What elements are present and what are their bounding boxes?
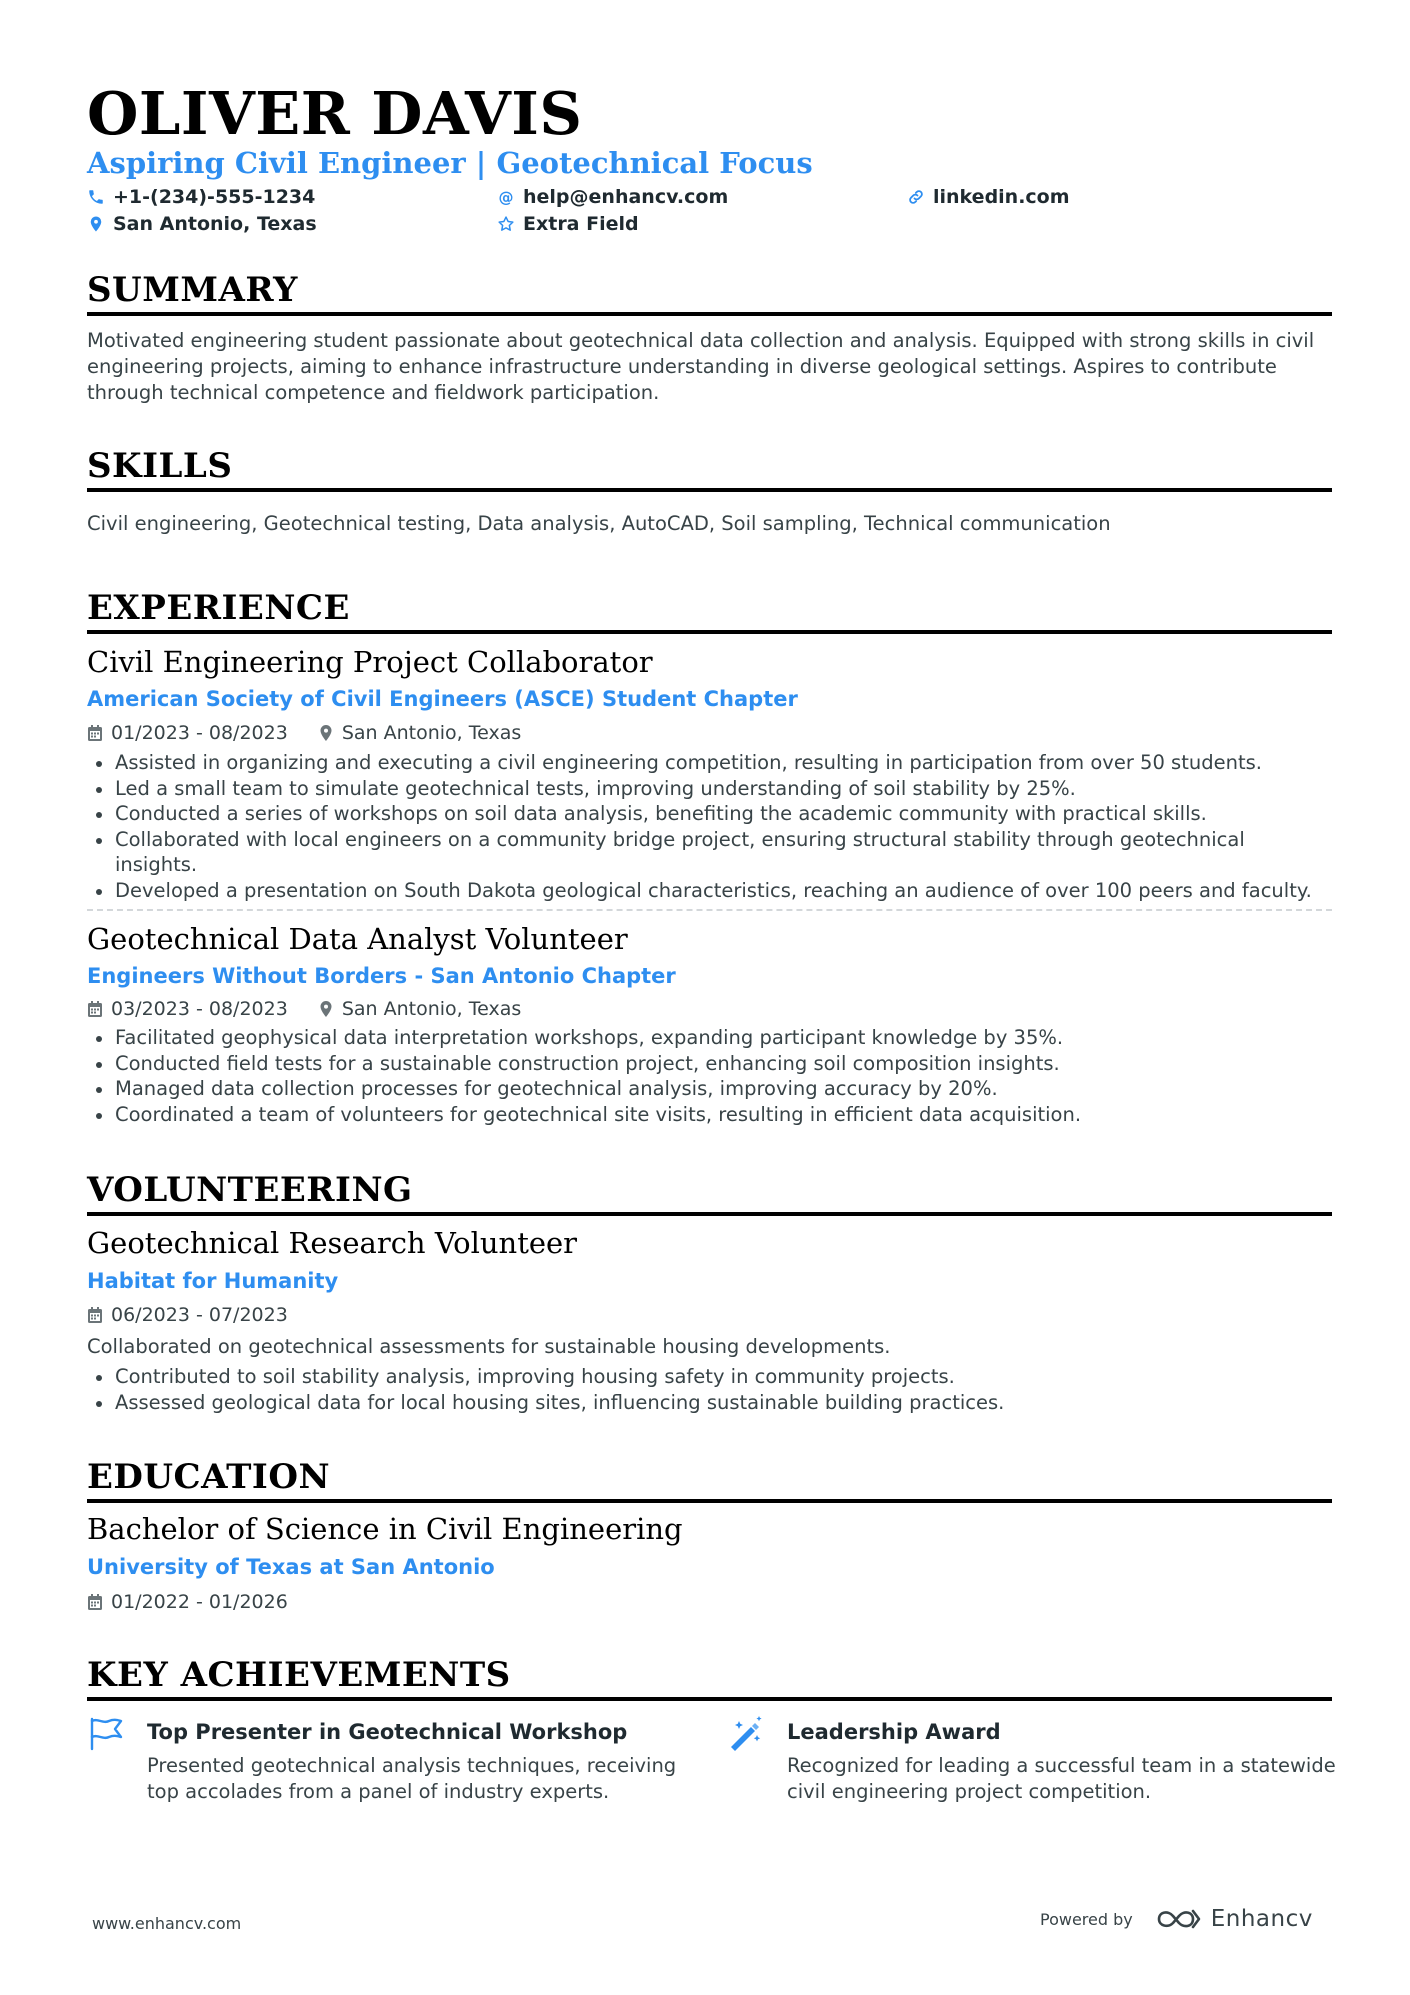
list-item: Managed data collection processes for geotechnical analysis, improving accuracy by 20%. (87, 1076, 1332, 1102)
list-item: Assisted in organizing and executing a civil engineering competition, resulting in participation from over 50 students. (87, 750, 1332, 776)
list-item: Facilitated geophysical data interpretation workshops, expanding participant knowledge by 35%. (87, 1025, 1332, 1051)
extra-text: Extra Field (523, 213, 639, 235)
calendar-icon (87, 1000, 103, 1018)
calendar-icon (87, 1593, 103, 1611)
phone-text: +1-(234)-555-1234 (113, 186, 316, 208)
education-degree: Bachelor of Science in Civil Engineering (87, 1512, 683, 1546)
education-divider (87, 1499, 1332, 1503)
achievement-2-title: Leadership Award (787, 1720, 1001, 1744)
experience-1-location-text: San Antonio, Texas (341, 722, 522, 744)
location-pin-icon (318, 1000, 334, 1018)
achievement-1-description: Presented geotechnical analysis techniques, receiving top accolades from a panel of industry experts. (147, 1754, 677, 1803)
star-icon (497, 215, 515, 233)
contact-phone (87, 184, 315, 210)
achievement-2-description: Recognized for leading a successful team in a statewide civil engineering project competition. (787, 1754, 1336, 1803)
headline: Aspiring Civil Engineer | Geotechnical Focus (87, 146, 813, 180)
experience-2-bullets (87, 1025, 1332, 1127)
experience-2-location-text: San Antonio, Texas (341, 998, 522, 1020)
summary-divider (87, 312, 1332, 316)
experience-2-meta (87, 996, 551, 1022)
list-item: Led a small team to simulate geotechnical tests, improving understanding of soil stability by 25%. (87, 776, 1332, 802)
experience-2-dates-text: 03/2023 - 08/2023 (111, 998, 288, 1020)
experience-separator (87, 909, 1332, 911)
summary-heading: SUMMARY (87, 270, 298, 310)
linkedin-text: linkedin.com (933, 186, 1070, 208)
magic-wand-icon (727, 1715, 765, 1753)
list-item: Developed a presentation on South Dakota geological characteristics, reaching an audience of over 100 peers and faculty. (87, 878, 1332, 904)
experience-1-dates-text: 01/2023 - 08/2023 (111, 722, 288, 744)
powered-by-text: Powered by (1040, 1909, 1133, 1929)
footer-website[interactable]: www.enhancv.com (92, 1914, 242, 1933)
volunteering-role: Geotechnical Research Volunteer (87, 1226, 578, 1260)
location-text: San Antonio, Texas (113, 213, 317, 235)
volunteering-bullets (87, 1364, 1332, 1415)
list-item: Coordinated a team of volunteers for geotechnical site visits, resulting in efficient data acquisition. (87, 1102, 1332, 1128)
list-item: Contributed to soil stability analysis, improving housing safety in community projects. (87, 1364, 1332, 1390)
experience-1-dates (87, 720, 288, 746)
experience-1-bullets (87, 750, 1332, 903)
volunteering-dates-text: 06/2023 - 07/2023 (111, 1304, 288, 1326)
volunteering-heading: VOLUNTEERING (87, 1170, 413, 1210)
flag-icon (87, 1715, 125, 1753)
skills-heading: SKILLS (87, 446, 233, 486)
volunteering-org: Habitat for Humanity (87, 1269, 339, 1293)
contact-location (87, 211, 317, 237)
experience-1-meta (87, 720, 551, 746)
phone-icon (87, 188, 105, 206)
list-item: Conducted a series of workshops on soil data analysis, benefiting the academic community with practical skills. (87, 801, 1332, 827)
volunteering-divider (87, 1212, 1332, 1216)
footer-branding (1040, 1906, 1313, 1932)
skills-text: Civil engineering, Geotechnical testing, Data analysis, AutoCAD, Soil sampling, Technical communication (87, 512, 1111, 535)
enhancv-logo-icon (1155, 1906, 1203, 1932)
volunteering-dates (87, 1302, 288, 1328)
achievements-heading: KEY ACHIEVEMENTS (87, 1655, 511, 1695)
calendar-icon (87, 1306, 103, 1324)
location-pin-icon (87, 215, 105, 233)
achievement-1-title: Top Presenter in Geotechnical Workshop (147, 1720, 628, 1744)
brand-name: Enhancv (1210, 1906, 1313, 1932)
volunteering-meta (87, 1302, 318, 1328)
email-text: help@enhancv.com (523, 186, 729, 208)
education-meta (87, 1589, 318, 1615)
experience-2-dates (87, 996, 288, 1022)
location-pin-icon (318, 724, 334, 742)
at-icon (497, 188, 515, 206)
contact-extra (497, 211, 639, 237)
experience-2-role: Geotechnical Data Analyst Volunteer (87, 922, 628, 956)
contact-email[interactable] (497, 184, 728, 210)
experience-1-org: American Society of Civil Engineers (ASCE) Student Chapter (87, 687, 798, 711)
svg-text:@: @ (498, 188, 514, 206)
skills-divider (87, 488, 1332, 492)
experience-divider (87, 630, 1332, 634)
experience-1-location (318, 720, 521, 746)
contact-linkedin[interactable] (907, 184, 1070, 210)
list-item: Assessed geological data for local housing sites, influencing sustainable building practices. (87, 1390, 1332, 1416)
link-icon (907, 188, 925, 206)
experience-heading: EXPERIENCE (87, 588, 350, 628)
summary-text: Motivated engineering student passionate about geotechnical data collection and analysis. Equipped with strong skills in civil engineering projects, aiming to enhance infrastructure understanding in diverse geological settings. Aspires to contribute through technical competence and fieldwork participation. (87, 329, 1315, 404)
volunteering-description: Collaborated on geotechnical assessments for sustainable housing developments. (87, 1335, 891, 1358)
list-item: Conducted field tests for a sustainable construction project, enhancing soil composition insights. (87, 1051, 1332, 1077)
experience-1-role: Civil Engineering Project Collaborator (87, 645, 653, 679)
education-heading: EDUCATION (87, 1457, 331, 1497)
education-school: University of Texas at San Antonio (87, 1555, 495, 1579)
experience-2-location (318, 996, 521, 1022)
candidate-name: OLIVER DAVIS (87, 79, 583, 148)
brand-logo[interactable] (1155, 1906, 1313, 1932)
achievements-divider (87, 1697, 1332, 1701)
list-item: Collaborated with local engineers on a community bridge project, ensuring structural stability through geotechnical insights. (87, 827, 1332, 878)
education-dates (87, 1589, 288, 1615)
experience-2-org: Engineers Without Borders - San Antonio Chapter (87, 964, 676, 988)
education-dates-text: 01/2022 - 01/2026 (111, 1591, 288, 1613)
calendar-icon (87, 724, 103, 742)
